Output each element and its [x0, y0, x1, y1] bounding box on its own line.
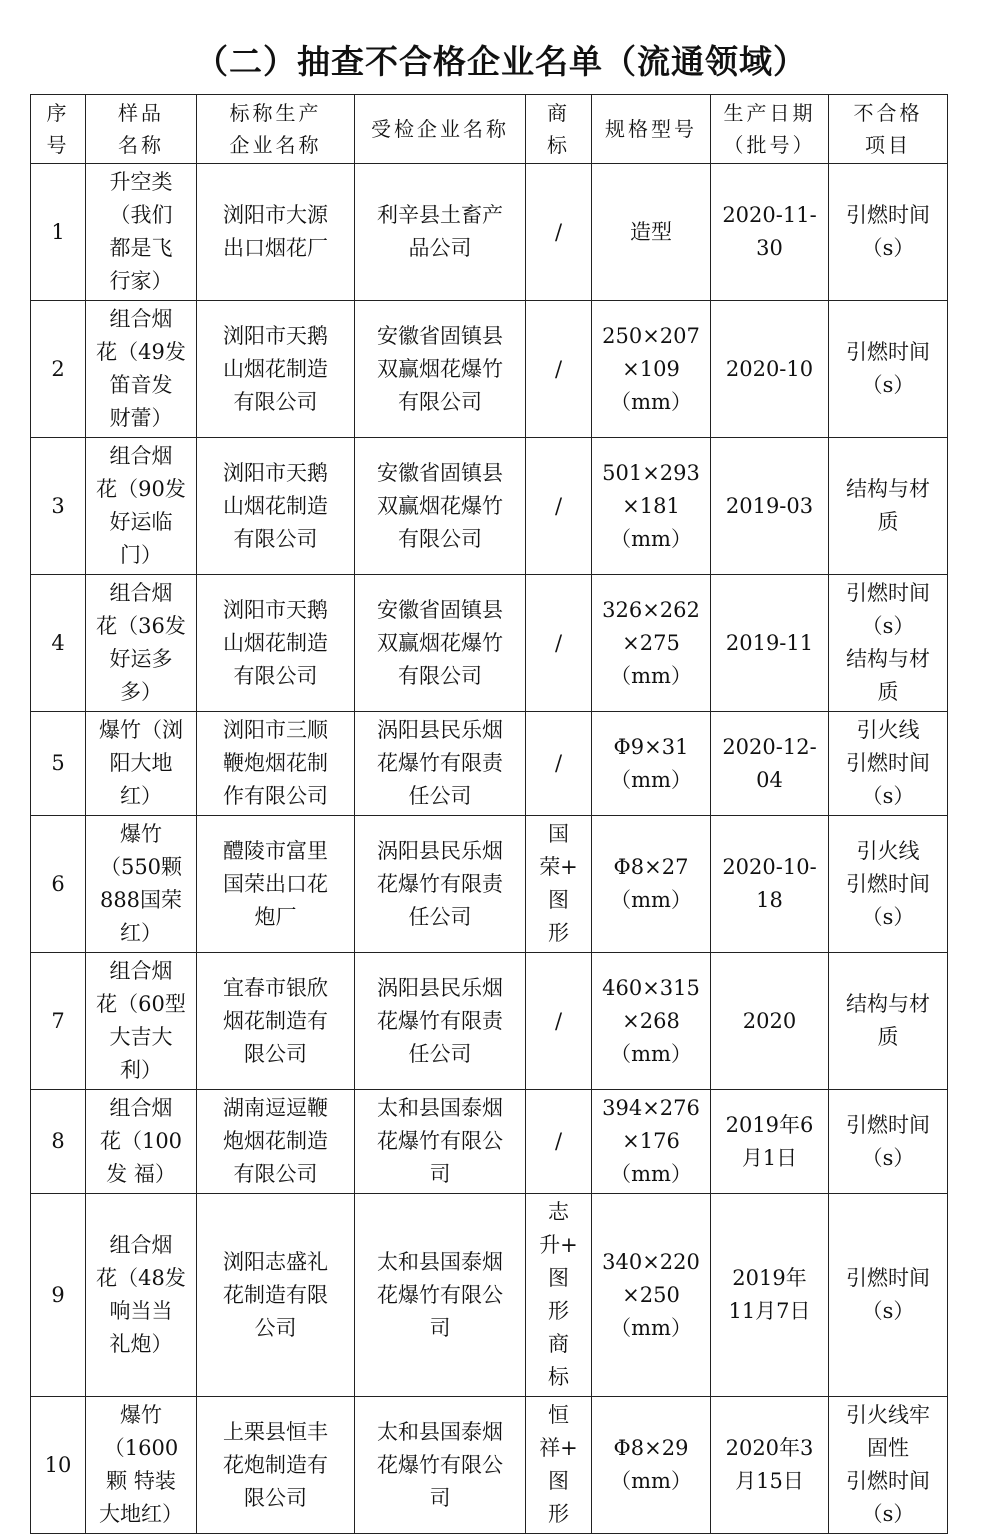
cell-item: 引火线牢 固性 引燃时间 （s） — [829, 1397, 948, 1534]
cell-date: 2020-11- 30 — [711, 164, 829, 301]
cell-date: 2019-11 — [711, 575, 829, 712]
cell-no: 2 — [31, 301, 86, 438]
cell-no: 10 — [31, 1397, 86, 1534]
cell-sample: 爆竹（浏 阳大地 红） — [86, 712, 197, 816]
header-cell-sample: 样品 名称 — [86, 95, 197, 164]
table-row — [31, 438, 948, 575]
cell-manufacturer: 宜春市银欣 烟花制造有 限公司 — [197, 953, 355, 1090]
unqualified-enterprise-table — [30, 94, 948, 1534]
header-cell-inspected: 受检企业名称 — [355, 95, 526, 164]
cell-brand: 志 升+ 图 形 商 标 — [526, 1194, 592, 1397]
cell-spec: Φ8×29 （mm） — [592, 1397, 711, 1534]
table-row — [31, 1090, 948, 1194]
cell-manufacturer: 浏阳市天鹅 山烟花制造 有限公司 — [197, 575, 355, 712]
header-cell-item: 不合格 项目 — [829, 95, 948, 164]
cell-spec: 326×262 ×275 （mm） — [592, 575, 711, 712]
cell-manufacturer: 浏阳市天鹅 山烟花制造 有限公司 — [197, 438, 355, 575]
cell-sample: 升空类 （我们 都是飞 行家） — [86, 164, 197, 301]
cell-brand: 国 荣+ 图 形 — [526, 816, 592, 953]
cell-manufacturer: 湖南逗逗鞭 炮烟花制造 有限公司 — [197, 1090, 355, 1194]
cell-manufacturer: 浏阳市大源 出口烟花厂 — [197, 164, 355, 301]
cell-date: 2020 — [711, 953, 829, 1090]
cell-manufacturer: 浏阳市三顺 鞭炮烟花制 作有限公司 — [197, 712, 355, 816]
cell-manufacturer: 浏阳志盛礼 花制造有限 公司 — [197, 1194, 355, 1397]
table-header-row — [31, 95, 948, 164]
cell-item: 引燃时间 （s） — [829, 164, 948, 301]
cell-date: 2020-10 — [711, 301, 829, 438]
cell-spec: 340×220 ×250 （mm） — [592, 1194, 711, 1397]
header-cell-manufacturer: 标称生产 企业名称 — [197, 95, 355, 164]
cell-inspected: 安徽省固镇县 双赢烟花爆竹 有限公司 — [355, 438, 526, 575]
cell-item: 引燃时间 （s） — [829, 301, 948, 438]
table-row — [31, 1194, 948, 1397]
header-cell-date: 生产日期 （批号） — [711, 95, 829, 164]
cell-item: 引火线 引燃时间 （s） — [829, 816, 948, 953]
cell-manufacturer: 醴陵市富里 国荣出口花 炮厂 — [197, 816, 355, 953]
cell-brand: 恒 祥+ 图 形 — [526, 1397, 592, 1534]
cell-item: 引火线 引燃时间 （s） — [829, 712, 948, 816]
cell-inspected: 涡阳县民乐烟 花爆竹有限责 任公司 — [355, 712, 526, 816]
cell-no: 4 — [31, 575, 86, 712]
cell-inspected: 涡阳县民乐烟 花爆竹有限责 任公司 — [355, 953, 526, 1090]
cell-sample: 组合烟 花（36发 好运多 多） — [86, 575, 197, 712]
cell-inspected: 太和县国泰烟 花爆竹有限公 司 — [355, 1397, 526, 1534]
cell-no: 6 — [31, 816, 86, 953]
cell-no: 1 — [31, 164, 86, 301]
cell-date: 2019年 11月7日 — [711, 1194, 829, 1397]
cell-item: 结构与材 质 — [829, 438, 948, 575]
header-cell-brand: 商 标 — [526, 95, 592, 164]
cell-sample: 组合烟 花（100 发 福） — [86, 1090, 197, 1194]
cell-date: 2019-03 — [711, 438, 829, 575]
cell-brand: / — [526, 164, 592, 301]
cell-no: 8 — [31, 1090, 86, 1194]
cell-inspected: 安徽省固镇县 双赢烟花爆竹 有限公司 — [355, 301, 526, 438]
cell-no: 7 — [31, 953, 86, 1090]
cell-spec: 501×293 ×181 （mm） — [592, 438, 711, 575]
cell-spec: 394×276 ×176 （mm） — [592, 1090, 711, 1194]
cell-brand: / — [526, 438, 592, 575]
cell-manufacturer: 浏阳市天鹅 山烟花制造 有限公司 — [197, 301, 355, 438]
table-row — [31, 164, 948, 301]
cell-inspected: 利辛县土畜产 品公司 — [355, 164, 526, 301]
cell-sample: 组合烟 花（48发 响当当 礼炮） — [86, 1194, 197, 1397]
table-row — [31, 712, 948, 816]
cell-spec: 250×207 ×109 （mm） — [592, 301, 711, 438]
cell-spec: Φ9×31 （mm） — [592, 712, 711, 816]
cell-item: 结构与材 质 — [829, 953, 948, 1090]
table-row — [31, 575, 948, 712]
table-row — [31, 301, 948, 438]
cell-inspected: 太和县国泰烟 花爆竹有限公 司 — [355, 1194, 526, 1397]
header-cell-no: 序 号 — [31, 95, 86, 164]
cell-sample: 组合烟 花（90发 好运临 门） — [86, 438, 197, 575]
cell-brand: / — [526, 575, 592, 712]
table-row — [31, 953, 948, 1090]
cell-date: 2020-12- 04 — [711, 712, 829, 816]
cell-no: 3 — [31, 438, 86, 575]
cell-manufacturer: 上栗县恒丰 花炮制造有 限公司 — [197, 1397, 355, 1534]
table-row — [31, 816, 948, 953]
cell-spec: 460×315 ×268 （mm） — [592, 953, 711, 1090]
cell-item: 引燃时间 （s） — [829, 1090, 948, 1194]
table-row — [31, 1397, 948, 1534]
header-cell-spec: 规格型号 — [592, 95, 711, 164]
cell-sample: 组合烟 花（49发 笛音发 财蕾） — [86, 301, 197, 438]
cell-spec: 造型 — [592, 164, 711, 301]
cell-inspected: 涡阳县民乐烟 花爆竹有限责 任公司 — [355, 816, 526, 953]
cell-brand: / — [526, 953, 592, 1090]
cell-brand: / — [526, 301, 592, 438]
cell-no: 9 — [31, 1194, 86, 1397]
cell-sample: 组合烟 花（60型 大吉大 利） — [86, 953, 197, 1090]
cell-date: 2020年3 月15日 — [711, 1397, 829, 1534]
cell-no: 5 — [31, 712, 86, 816]
document-title: （二）抽查不合格企业名单（流通领域） — [195, 42, 807, 81]
cell-item: 引燃时间 （s） 结构与材 质 — [829, 575, 948, 712]
cell-brand: / — [526, 1090, 592, 1194]
cell-spec: Φ8×27 （mm） — [592, 816, 711, 953]
cell-sample: 爆竹 （1600 颗 特装 大地红） — [86, 1397, 197, 1534]
cell-inspected: 太和县国泰烟 花爆竹有限公 司 — [355, 1090, 526, 1194]
cell-date: 2019年6 月1日 — [711, 1090, 829, 1194]
cell-item: 引燃时间 （s） — [829, 1194, 948, 1397]
cell-brand: / — [526, 712, 592, 816]
cell-sample: 爆竹 （550颗 888国荣 红） — [86, 816, 197, 953]
cell-date: 2020-10- 18 — [711, 816, 829, 953]
cell-inspected: 安徽省固镇县 双赢烟花爆竹 有限公司 — [355, 575, 526, 712]
